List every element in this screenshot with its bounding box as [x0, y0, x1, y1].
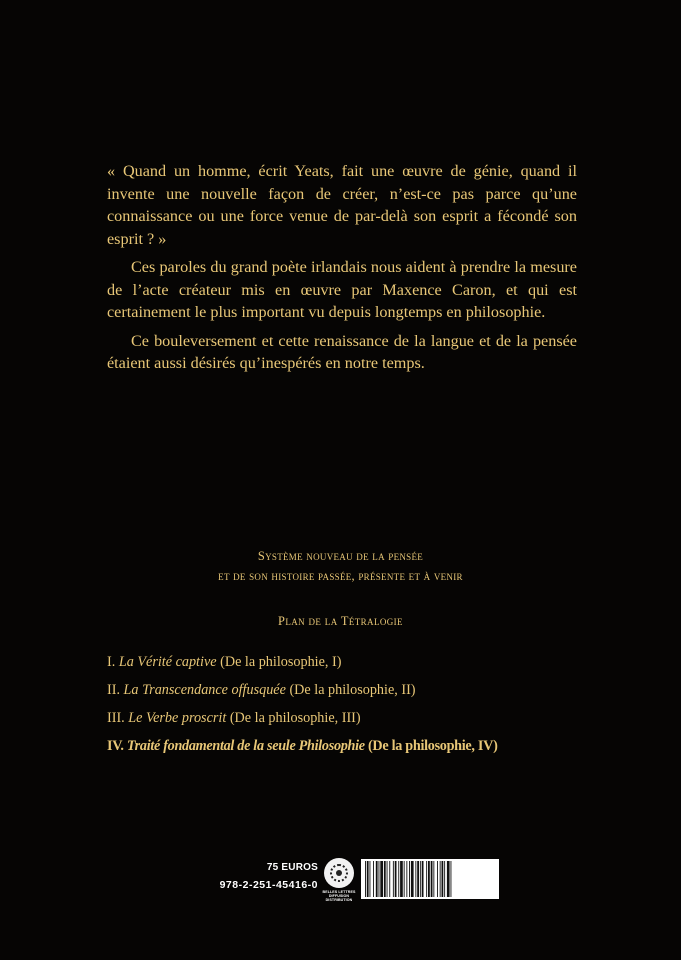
volume-number: I. — [107, 654, 119, 670]
quote-paragraph: « Quand un homme, écrit Yeats, fait une œuvre de génie, quand il invente une nouvelle façon de créer, n’est-ce pas parce qu’une connaissance ou une force venue de par-delà son esprit a fécondé son esprit ? » — [107, 162, 577, 248]
publisher-mark — [322, 858, 356, 916]
volume-title: La Vérité captive — [118, 654, 217, 670]
volume-subtitle: (De la philosophie, I) — [216, 654, 342, 670]
volume-number: III. — [107, 710, 129, 726]
publisher-logo-icon — [324, 858, 354, 888]
plan-heading: Plan de la Tétralogie — [278, 614, 403, 628]
volume-subtitle: (De la philosophie, II) — [285, 682, 416, 698]
price-label: 75 EUROS — [266, 862, 318, 873]
volume-item-current — [107, 736, 587, 764]
barcode-icon — [361, 859, 499, 899]
volume-item — [107, 680, 587, 708]
back-cover-quote — [107, 160, 577, 381]
volume-item — [107, 708, 587, 736]
volume-subtitle: (De la philosophie, III) — [226, 710, 361, 726]
barcode — [361, 859, 499, 899]
volume-number: IV. — [107, 738, 127, 754]
system-heading — [0, 546, 681, 586]
volume-number: II. — [107, 682, 124, 698]
volume-title: Le Verbe proscrit — [128, 710, 227, 726]
volume-title: La Transcendance offusquée — [123, 682, 286, 698]
volume-item — [107, 652, 587, 680]
quote-paragraph: Ces paroles du grand poète irlandais nous aident à prendre la mesure de l’acte créateur mis en œuvre par Maxence Caron, et qui est certainement le plus important vu depuis longtemps en philosophie. — [107, 258, 577, 321]
quote-paragraph: Ce bouleversement et cette renaissance de la langue et de la pensée étaient aussi désirés qu’inespérés en notre temps. — [107, 331, 577, 372]
volume-title: Traité fondamental de la seule Philosophie — [126, 738, 365, 754]
volume-subtitle: (De la philosophie, IV) — [364, 738, 498, 754]
volume-list — [107, 652, 587, 764]
system-heading-line: Système nouveau de la pensée — [257, 549, 424, 563]
isbn-number: 978-2-251-45416-0 — [219, 879, 318, 891]
system-heading-line: et de son histoire passée, présente et à venir — [218, 569, 463, 583]
publisher-name: BELLES LETTRES DIFFUSION DISTRIBUTION — [322, 890, 356, 902]
